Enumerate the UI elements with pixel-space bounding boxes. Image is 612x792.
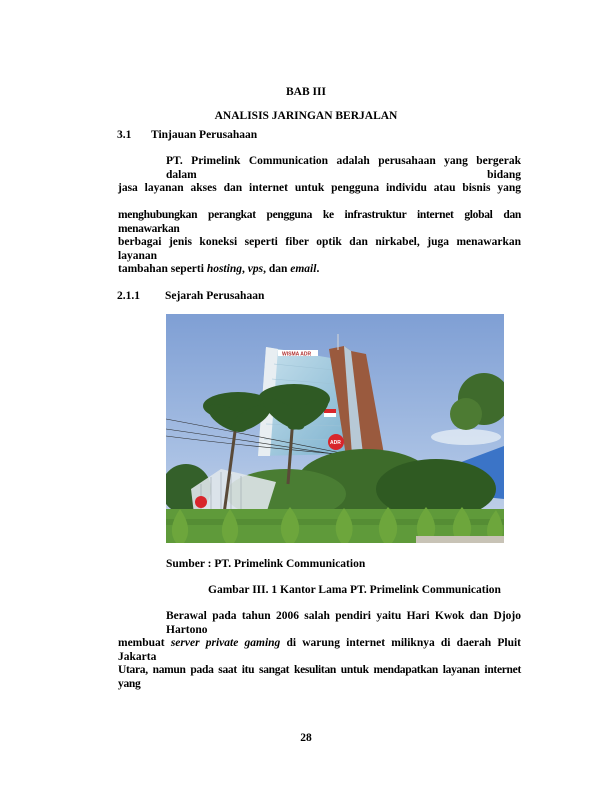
paragraph-2-line-3: Utara, namun pada saat itu sangat kesulitan untuk mendapatkan layanan internet yang	[118, 664, 521, 690]
paragraph-1-line-5	[118, 262, 319, 276]
paragraph-2-line-2	[118, 636, 521, 664]
italic-term: vps	[247, 263, 264, 275]
text: ,	[241, 263, 248, 275]
chapter-title: ANALISIS JARINGAN BERJALAN	[214, 110, 398, 122]
paragraph-1-line-3: menghubungkan perangkat pengguna ke infrastruktur internet global dan menawarkan	[118, 209, 521, 235]
italic-term: server private gaming	[170, 637, 281, 649]
page-number: 28	[300, 732, 312, 744]
paragraph-2-line-1: Berawal pada tahun 2006 salah pendiri yaitu Hari Kwok dan Djojo Hartono	[166, 610, 521, 636]
section-title: Tinjauan Perusahaan	[151, 129, 258, 141]
office-building-photo	[166, 314, 504, 543]
section-title: Sejarah Perusahaan	[165, 290, 265, 302]
section-number: 3.1	[117, 129, 132, 141]
chapter-label: BAB III	[286, 86, 326, 98]
text: tambahan seperti	[118, 263, 207, 275]
svg-text:ADR: ADR	[330, 440, 341, 446]
paragraph-1-line-4: berbagai jenis koneksi seperti fiber optik dan nirkabel, juga menawarkan layanan	[118, 236, 521, 262]
text: membuat	[118, 637, 171, 649]
paragraph-1-line-1: PT. Primelink Communication adalah perusahaan yang bergerak dalam bidang	[166, 155, 521, 181]
section-number: 2.1.1	[117, 290, 140, 302]
text: di warung internet miliknya di daerah Pluit Jakarta	[118, 637, 522, 663]
svg-text:WISMA ADR: WISMA ADR	[282, 351, 312, 358]
text: .	[316, 263, 320, 275]
figure-source: Sumber : PT. Primelink Communication	[166, 558, 366, 570]
italic-term: email	[290, 263, 317, 275]
section-heading-3-1	[117, 128, 257, 142]
paragraph-1-line-2: jasa layanan akses dan internet untuk pengguna individu atau bisnis yang	[118, 182, 521, 194]
section-heading-2-1-1	[117, 289, 264, 303]
italic-term: hosting	[206, 263, 242, 275]
text: , dan	[263, 263, 291, 275]
figure-caption: Gambar III. 1 Kantor Lama PT. Primelink Communication	[208, 584, 501, 596]
